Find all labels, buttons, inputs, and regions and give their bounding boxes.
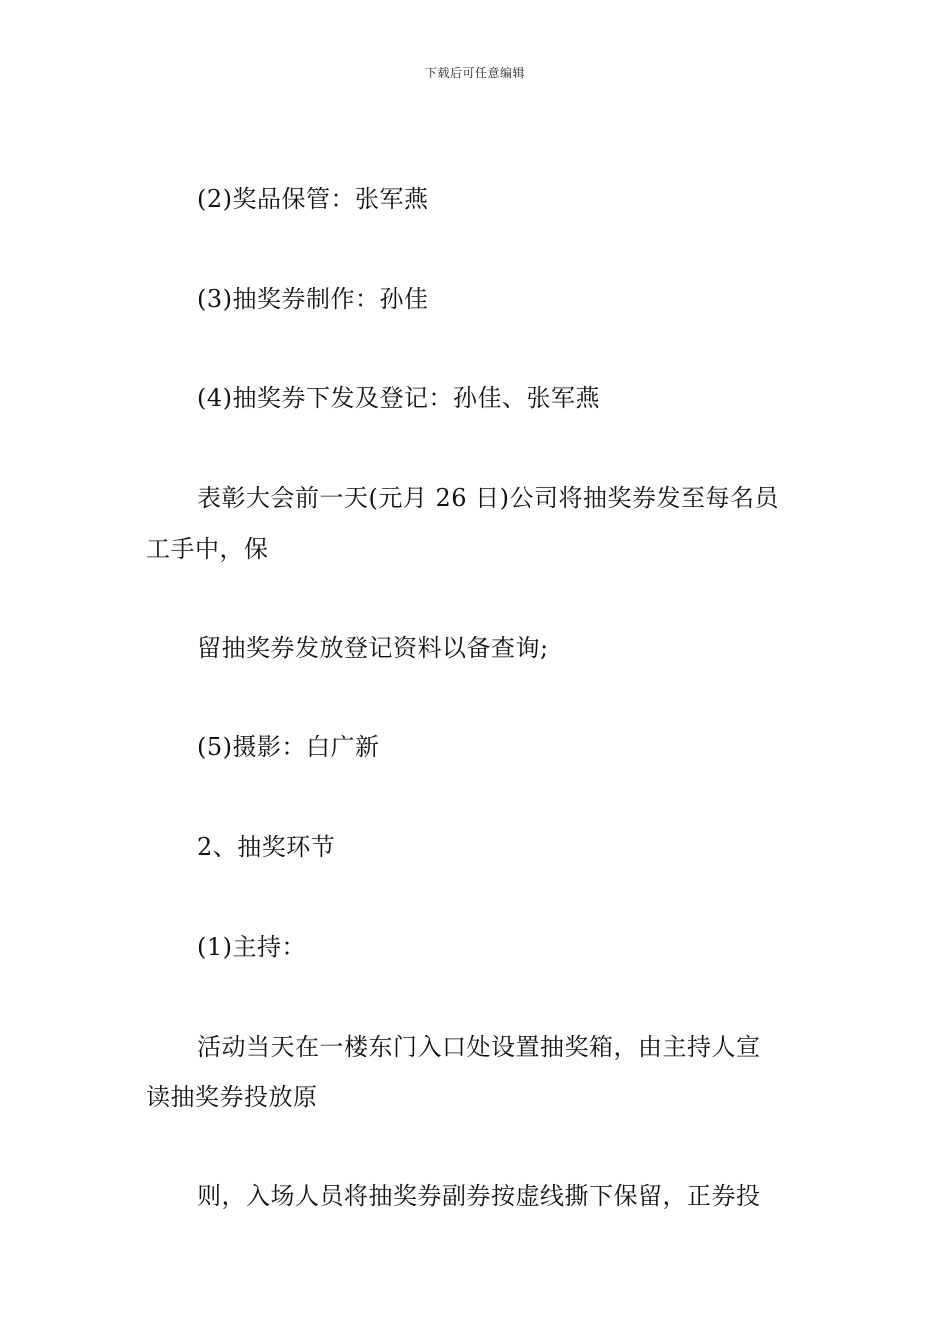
paragraph-records: 留抽奖券发放登记资料以备查询; bbox=[197, 634, 549, 662]
paragraph-photography: (5)摄影：白广新 bbox=[197, 733, 380, 761]
paragraph-rules: 则，入场人员将抽奖券副券按虚线撕下保留，正券投 bbox=[197, 1182, 761, 1210]
paragraph-host: (1)主持： bbox=[197, 933, 306, 961]
paragraph-activity-line-2: 读抽奖券投放原 bbox=[146, 1083, 318, 1111]
paragraph-ceremony-line-2: 工手中，保 bbox=[146, 535, 269, 563]
paragraph-activity-line-1: 活动当天在一楼东门入口处设置抽奖箱，由主持人宣 bbox=[197, 1033, 761, 1061]
section-heading-lottery: 2、抽奖环节 bbox=[197, 833, 336, 861]
paragraph-ticket-distribution: (4)抽奖券下发及登记：孙佳、张军燕 bbox=[197, 384, 600, 412]
page-header: 下载后可任意编辑 bbox=[424, 66, 525, 80]
paragraph-ceremony-line-1: 表彰大会前一天(元月 26 日)公司将抽奖券发至每名员 bbox=[197, 484, 780, 512]
paragraph-ticket-production: (3)抽奖券制作：孙佳 bbox=[197, 285, 429, 313]
paragraph-prize-custody: (2)奖品保管：张军燕 bbox=[197, 185, 429, 213]
